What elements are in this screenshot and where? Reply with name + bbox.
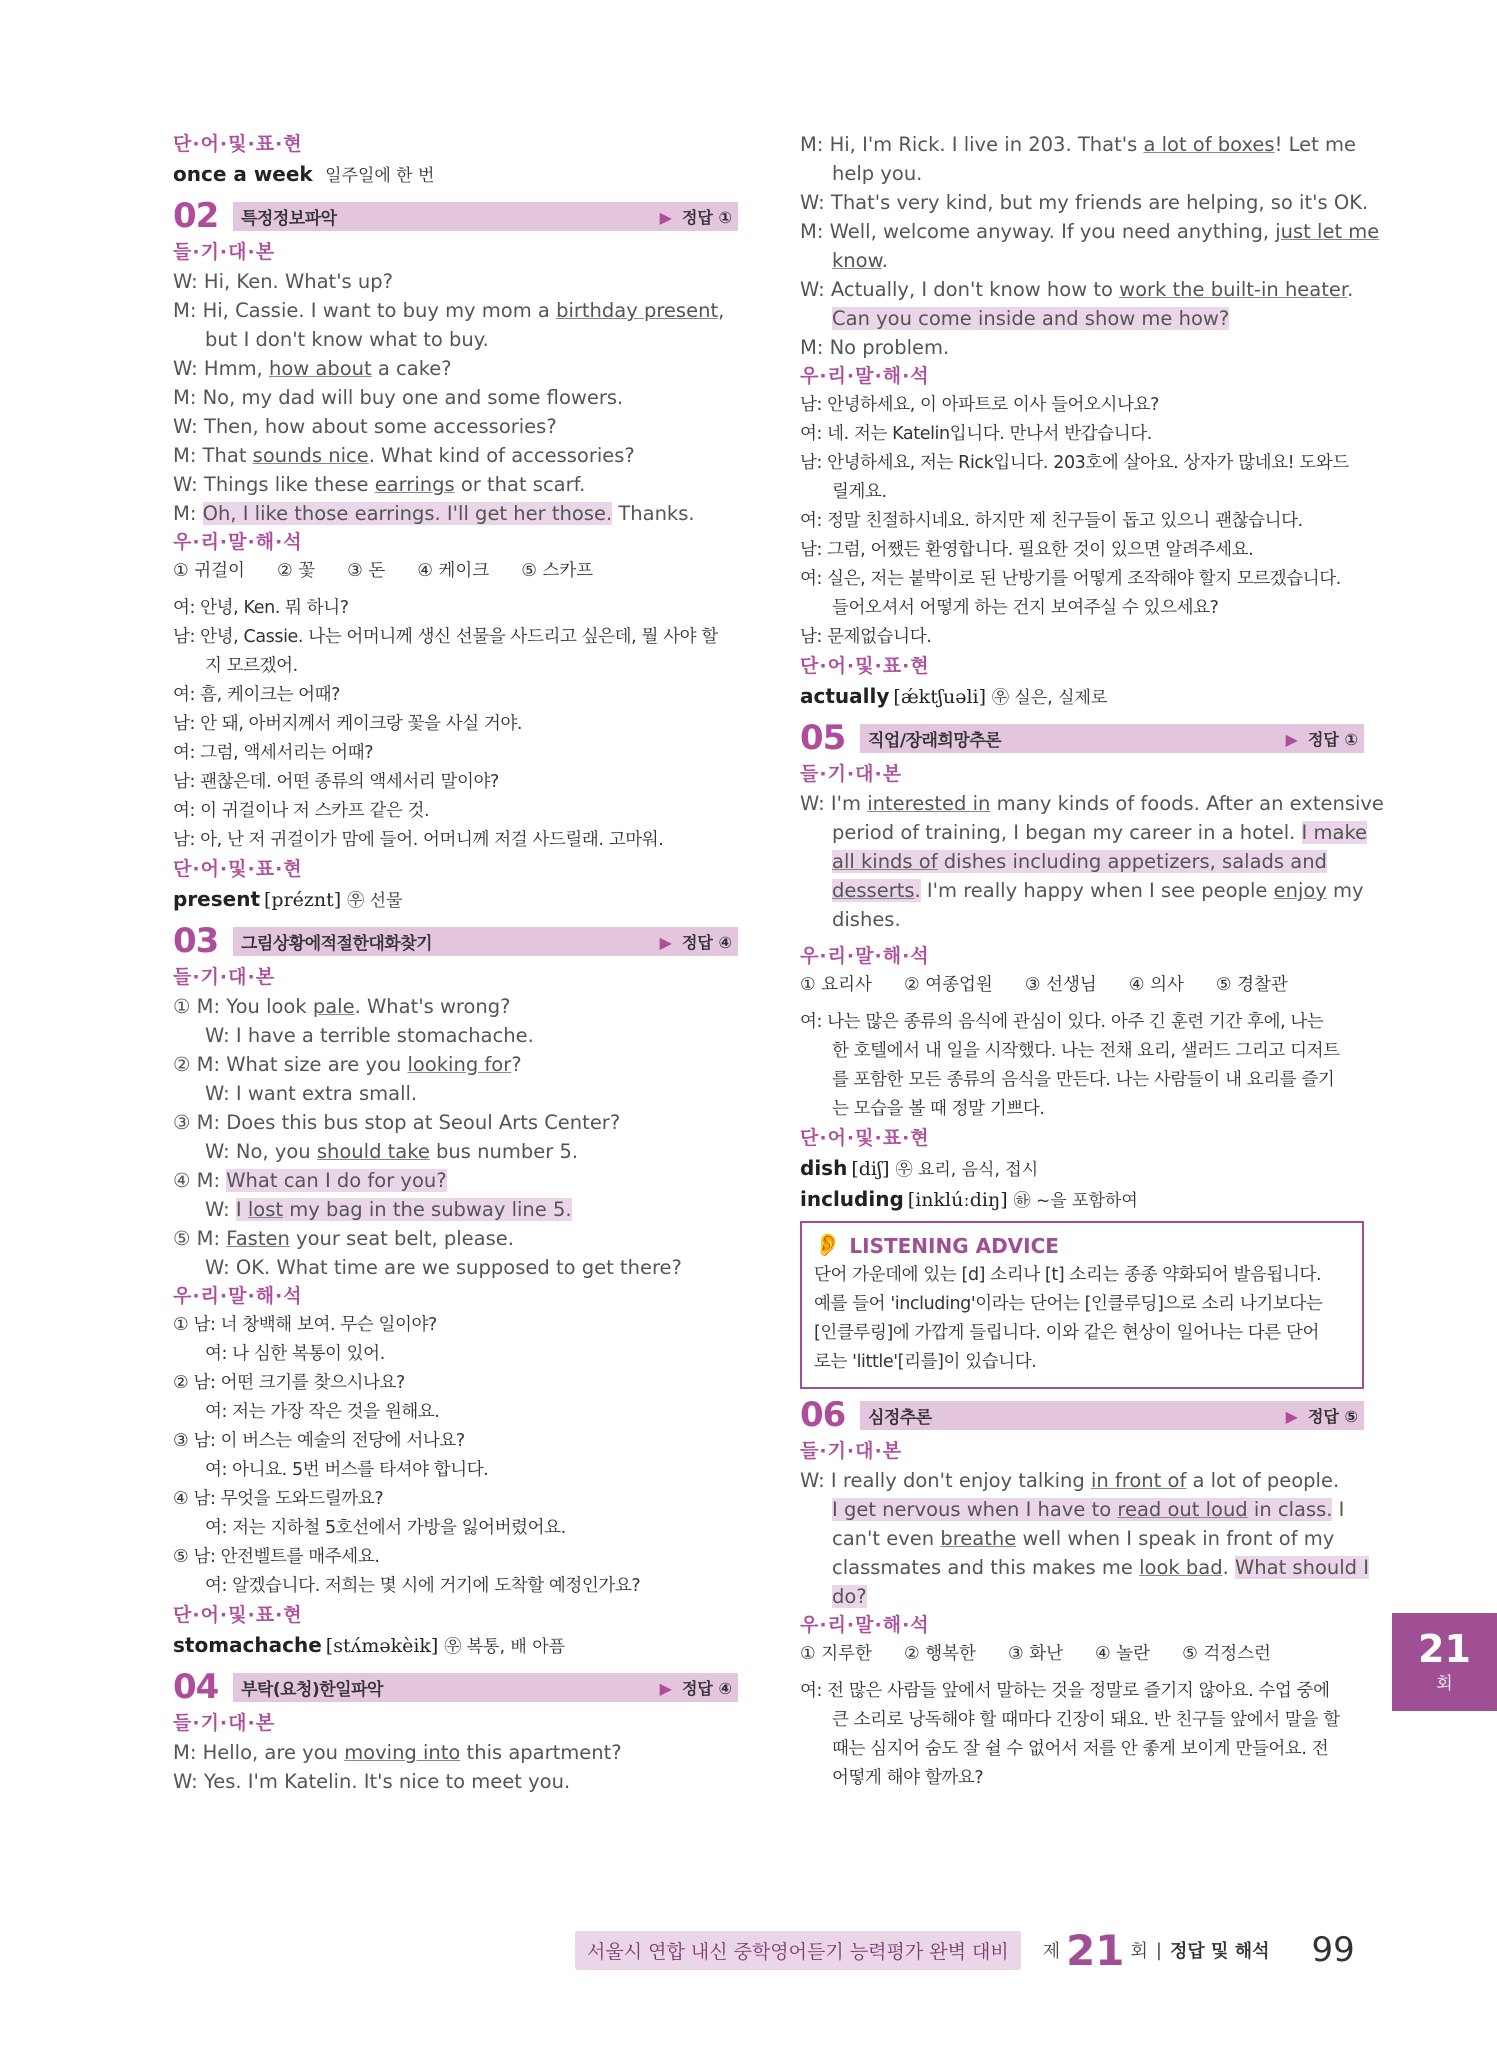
translation-line: 는 모습을 볼 때 정말 기쁘다. <box>832 1099 1045 1119</box>
script-line: W: Actually, I don't know how to work the built-in heater. <box>800 278 1354 301</box>
script-line: W: OK. What time are we supposed to get there? <box>205 1256 682 1279</box>
script-line: W: I lost my bag in the subway line 5. <box>205 1198 572 1221</box>
chapter-side-tab <box>1392 1613 1497 1711</box>
vocab-label: 단·어·및·표·현 <box>173 1604 303 1626</box>
script-line: W: I have a terrible stomachache. <box>205 1024 534 1047</box>
translation-line: 여: 저는 지하철 5호선에서 가방을 잃어버렸어요. <box>205 1518 566 1538</box>
translation-line: ④ 남: 무엇을 도와드릴까요? <box>173 1489 384 1509</box>
translation-line: 여: 그럼, 액세서리는 어때? <box>173 743 374 763</box>
vocab-entry: actually [ǽktʃuəli] ㉾ 실은, 실제로 <box>800 684 1108 708</box>
answer-key: ▶ 정답 ⑤ <box>1285 1406 1358 1426</box>
translation-line: 여: 정말 친절하시네요. 하지만 제 친구들이 돕고 있으니 괜찮습니다. <box>800 511 1303 531</box>
triangle-icon: ▶ <box>659 1678 672 1698</box>
triangle-icon: ▶ <box>659 932 672 952</box>
translation-line: 지 모르겠어. <box>205 656 298 676</box>
script-line: ② M: What size are you looking for? <box>173 1053 522 1076</box>
script-line: W: No, you should take bus number 5. <box>205 1140 579 1163</box>
script-line: M: No problem. <box>800 336 950 359</box>
script-line: ① M: You look pale. What's wrong? <box>173 995 511 1018</box>
section-title-bar <box>233 202 738 231</box>
section-06-header <box>800 1395 1364 1435</box>
translation-label: 우·리·말·해·석 <box>800 1614 930 1636</box>
script-line: W: Then, how about some accessories? <box>173 415 557 438</box>
script-line: M: Well, welcome anyway. If you need anything, just let me <box>800 220 1380 243</box>
section-02-header <box>173 196 738 236</box>
section-title: 직업/장래희망추론 <box>868 730 1002 751</box>
script-line: help you. <box>832 162 923 185</box>
translation-line: 여: 저는 가장 작은 것을 원해요. <box>205 1402 440 1422</box>
section-title: 부탁(요청)한일파악 <box>241 1679 383 1700</box>
section-title-bar <box>233 927 738 956</box>
advice-line: 로는 'little'[리를]이 있습니다. <box>814 1352 1037 1372</box>
script-line: dishes. <box>832 908 901 931</box>
footer-je: 제 <box>1042 1941 1061 1962</box>
script-line: do? <box>832 1585 867 1608</box>
section-number: 05 <box>800 718 846 758</box>
translation-line: 남: 아, 난 저 귀걸이가 맘에 들어. 어머니께 저걸 사드릴래. 고마워. <box>173 830 664 850</box>
triangle-icon: ▶ <box>1285 1406 1298 1426</box>
page-footer <box>575 1925 1355 1975</box>
section-title-bar <box>860 1401 1364 1430</box>
script-line: desserts. I'm really happy when I see people enjoy my <box>832 879 1364 902</box>
translation-line: 남: 안녕하세요, 저는 Rick입니다. 203호에 살아요. 상자가 많네요! 도와드 <box>800 453 1349 473</box>
vocab-label: 단·어·및·표·현 <box>173 133 303 155</box>
triangle-icon: ▶ <box>1285 729 1298 749</box>
translation-line: ② 남: 어떤 크기를 찾으시나요? <box>173 1373 405 1393</box>
translation-line: 남: 그럼, 어쨌든 환영합니다. 필요한 것이 있으면 알려주세요. <box>800 540 1254 560</box>
vocab-entry: dish [diʃ] ㉾ 요리, 음식, 접시 <box>800 1156 1039 1180</box>
script-line: I get nervous when I have to read out loud in class. I <box>832 1498 1345 1521</box>
translation-line: 여: 아니요. 5번 버스를 타셔야 합니다. <box>205 1460 489 1480</box>
section-04-header <box>173 1667 738 1707</box>
vocab-entry: once a week 일주일에 한 번 <box>173 162 435 186</box>
answer-key: ▶ 정답 ① <box>1285 729 1358 749</box>
advice-line: 예를 들어 'including'이라는 단어는 [인클루딩]으로 소리 나기보다는 <box>814 1294 1323 1314</box>
translation-line: ⑤ 남: 안전벨트를 매주세요. <box>173 1547 380 1567</box>
translation-line: 남: 안녕하세요, 이 아파트로 이사 들어오시나요? <box>800 395 1159 415</box>
script-line: M: No, my dad will buy one and some flowers. <box>173 386 624 409</box>
script-line: W: Hmm, how about a cake? <box>173 357 452 380</box>
translation-line: 남: 안 돼, 아버지께서 케이크랑 꽃을 사실 거야. <box>173 714 523 734</box>
script-line: period of training, I began my career in a hotel. I make <box>832 821 1368 844</box>
script-line: W: I really don't enjoy talking in front of a lot of people. <box>800 1469 1340 1492</box>
section-title: 특정정보파악 <box>241 208 337 229</box>
translation-label: 우·리·말·해·석 <box>173 531 303 553</box>
answer-key: ▶ 정답 ① <box>659 207 732 227</box>
translation-line: 를 포함한 모든 종류의 음식을 만든다. 나는 사람들이 내 요리를 즐기 <box>832 1070 1335 1090</box>
vocab-entry: including [inklúːdiŋ] ㉻ ~을 포함하여 <box>800 1187 1138 1211</box>
script-line: M: That sounds nice. What kind of accessories? <box>173 444 635 467</box>
script-line: M: Hi, I'm Rick. I live in 203. That's a lot of boxes! Let me <box>800 133 1356 156</box>
footer-test-number: 21 <box>1066 1925 1125 1975</box>
translation-line: ③ 남: 이 버스는 예술의 전당에 서나요? <box>173 1431 465 1451</box>
answer-choices: ① 귀걸이 ② 꽃 ③ 돈 ④ 케이크 ⑤ 스카프 <box>173 561 594 581</box>
translation-label: 우·리·말·해·석 <box>173 1285 303 1307</box>
translation-line: 한 호텔에서 내 일을 시작했다. 나는 전채 요리, 샐러드 그리고 디저트 <box>832 1041 1340 1061</box>
script-line: all kinds of dishes including appetizers, salads and <box>832 850 1327 873</box>
translation-line: 여: 흠, 케이크는 어때? <box>173 685 341 705</box>
translation-line: 여: 알겠습니다. 저희는 몇 시에 거기에 도착할 예정인가요? <box>205 1576 641 1596</box>
advice-line: [인클루링]에 가깝게 들립니다. 이와 같은 현상이 일어나는 다른 단어 <box>814 1323 1319 1343</box>
vocab-entry: stomachache [stʌ́məkèik] ㉾ 복통, 배 아픔 <box>173 1633 566 1657</box>
script-line: ④ M: What can I do for you? <box>173 1169 447 1192</box>
script-line: know. <box>832 249 888 272</box>
section-05-header <box>800 718 1364 758</box>
script-line: W: I want extra small. <box>205 1082 418 1105</box>
answer-choices: ① 지루한 ② 행복한 ③ 화난 ④ 놀란 ⑤ 걱정스런 <box>800 1644 1271 1664</box>
section-number: 03 <box>173 921 219 961</box>
section-title-bar <box>860 724 1364 753</box>
answer-key: ▶ 정답 ④ <box>659 932 732 952</box>
ear-icon: 👂 <box>814 1233 842 1258</box>
translation-line: 여: 나 심한 복통이 있어. <box>205 1344 385 1364</box>
chapter-suffix: 회 <box>1436 1674 1453 1694</box>
book-title-bar: 서울시 연합 내신 중학영어듣기 능력평가 완벽 대비 <box>575 1931 1021 1970</box>
translation-line: 남: 문제없습니다. <box>800 627 932 647</box>
right-column <box>800 130 1384 1793</box>
translation-line: 여: 실은, 저는 붙박이로 된 난방기를 어떻게 조작해야 할지 모르겠습니다. <box>800 569 1341 589</box>
vocab-entry: present [préznt] ㉾ 선물 <box>173 887 403 911</box>
script-label: 들·기·대·본 <box>173 966 276 988</box>
section-title: 그림상황에적절한대화찾기 <box>241 933 433 954</box>
section-title-bar <box>233 1673 738 1702</box>
footer-separator: | <box>1155 1939 1162 1961</box>
translation-line: 남: 안녕, Cassie. 나는 어머니께 생신 선물을 사드리고 싶은데, 뭘 사야 할 <box>173 627 718 647</box>
footer-subtitle: 정답 및 해석 <box>1170 1941 1270 1962</box>
triangle-icon: ▶ <box>659 207 672 227</box>
script-line: M: Hi, Cassie. I want to buy my mom a birthday present, <box>173 299 725 322</box>
script-label: 들·기·대·본 <box>173 241 276 263</box>
vocab-label: 단·어·및·표·현 <box>800 1127 930 1149</box>
translation-label: 우·리·말·해·석 <box>800 365 930 387</box>
script-label: 들·기·대·본 <box>173 1712 276 1734</box>
vocab-label: 단·어·및·표·현 <box>173 858 303 880</box>
left-column <box>173 130 738 1796</box>
script-line: ⑤ M: Fasten your seat belt, please. <box>173 1227 514 1250</box>
translation-label: 우·리·말·해·석 <box>800 945 930 967</box>
translation-line: ① 남: 너 창백해 보여. 무슨 일이야? <box>173 1315 437 1335</box>
script-line: can't even breathe well when I speak in front of my <box>832 1527 1335 1550</box>
script-line: ③ M: Does this bus stop at Seoul Arts Center? <box>173 1111 621 1134</box>
answer-choices: ① 요리사 ② 여종업원 ③ 선생님 ④ 의사 ⑤ 경찰관 <box>800 975 1288 995</box>
translation-line: 여: 안녕, Ken. 뭐 하니? <box>173 598 349 618</box>
script-line: W: Yes. I'm Katelin. It's nice to meet you. <box>173 1770 571 1793</box>
answer-key: ▶ 정답 ④ <box>659 1678 732 1698</box>
script-line: W: Things like these earrings or that scarf. <box>173 473 586 496</box>
section-number: 02 <box>173 196 219 236</box>
section-title: 심정추론 <box>868 1407 932 1428</box>
translation-line: 릴게요. <box>832 482 887 502</box>
vocab-label: 단·어·및·표·현 <box>800 655 930 677</box>
script-line: but I don't know what to buy. <box>205 328 489 351</box>
translation-line: 때는 심지어 숨도 잘 쉴 수 없어서 저를 안 좋게 보이게 만들어요. 전 <box>832 1739 1329 1759</box>
script-label: 들·기·대·본 <box>800 763 903 785</box>
chapter-number: 21 <box>1418 1627 1471 1671</box>
script-line: classmates and this makes me look bad. What should I <box>832 1556 1369 1579</box>
translation-line: 어떻게 해야 할까요? <box>832 1768 984 1788</box>
section-number: 06 <box>800 1395 846 1435</box>
translation-line: 남: 괜찮은데. 어떤 종류의 액세서리 말이야? <box>173 772 499 792</box>
page-number: 99 <box>1311 1930 1355 1970</box>
section-03-header <box>173 921 738 961</box>
translation-line: 큰 소리로 낭독해야 할 때마다 긴장이 돼요. 반 친구들 앞에서 말을 할 <box>832 1710 1340 1730</box>
script-line: W: That's very kind, but my friends are helping, so it's OK. <box>800 191 1369 214</box>
translation-line: 여: 전 많은 사람들 앞에서 말하는 것을 정말로 즐기지 않아요. 수업 중에 <box>800 1681 1330 1701</box>
script-line: M: Hello, are you moving into this apartment? <box>173 1741 622 1764</box>
script-line: Can you come inside and show me how? <box>832 307 1230 330</box>
advice-header: 👂 LISTENING ADVICE <box>814 1231 1350 1261</box>
translation-line: 여: 나는 많은 종류의 음식에 관심이 있다. 아주 긴 훈련 기간 후에, 나는 <box>800 1012 1324 1032</box>
script-label: 들·기·대·본 <box>800 1440 903 1462</box>
footer-hoe: 회 <box>1130 1941 1148 1962</box>
script-line: W: Hi, Ken. What's up? <box>173 270 393 293</box>
script-line: W: I'm interested in many kinds of foods. After an extensive <box>800 792 1384 815</box>
section-number: 04 <box>173 1667 219 1707</box>
listening-advice-box <box>800 1221 1364 1389</box>
translation-line: 여: 네. 저는 Katelin입니다. 만나서 반갑습니다. <box>800 424 1152 444</box>
advice-line: 단어 가운데에 있는 [d] 소리나 [t] 소리는 종종 약화되어 발음됩니다. <box>814 1265 1322 1285</box>
translation-line: 여: 이 귀걸이나 저 스카프 같은 것. <box>173 801 430 821</box>
translation-line: 들어오셔서 어떻게 하는 건지 보여주실 수 있으세요? <box>832 598 1219 618</box>
script-line: M: Oh, I like those earrings. I'll get her those. Thanks. <box>173 502 695 525</box>
